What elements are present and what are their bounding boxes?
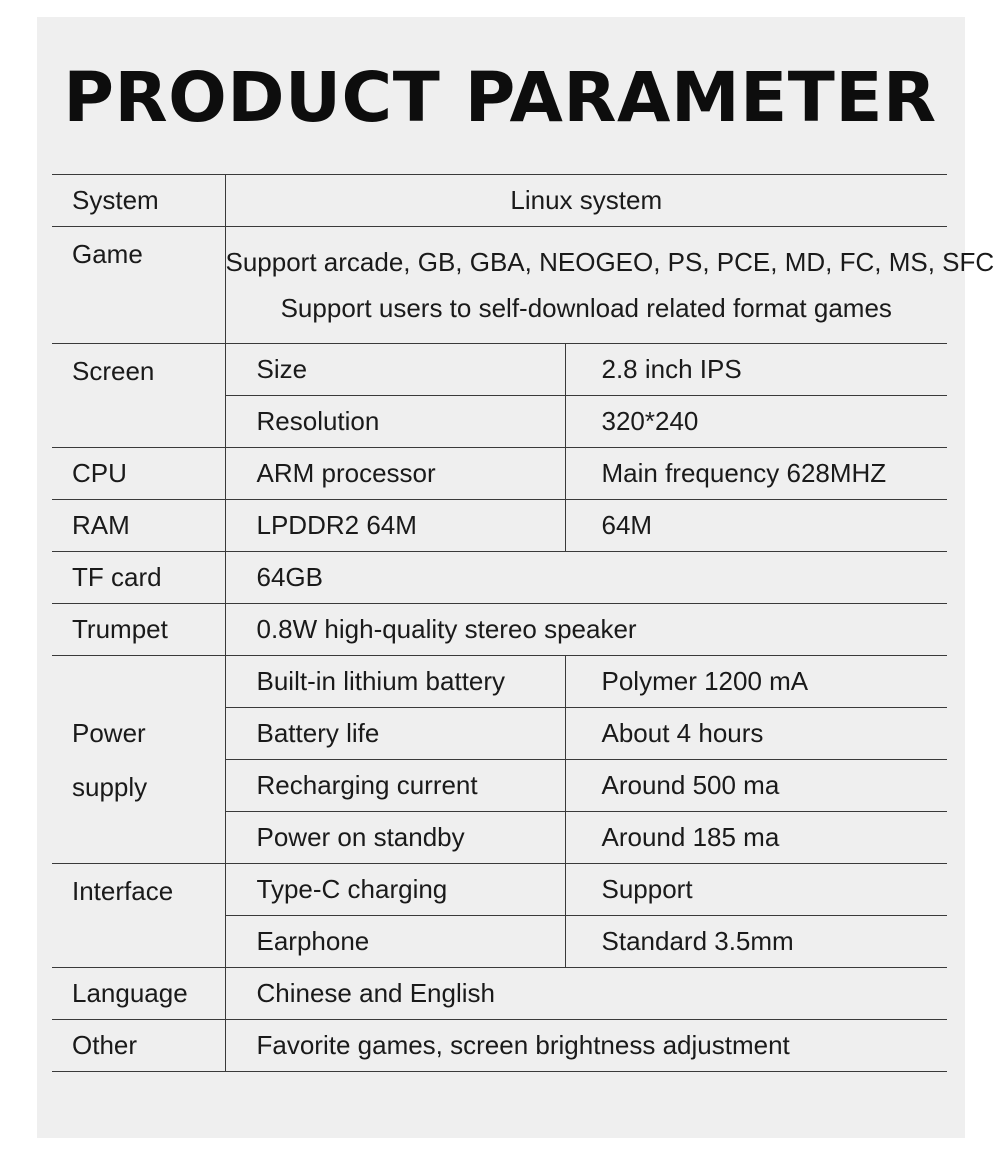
table-row-game — [52, 227, 947, 344]
row-label-game: Game — [52, 227, 225, 344]
recharging-current-key: Recharging current — [225, 760, 565, 812]
row-label-ram: RAM — [52, 500, 225, 552]
tf-card-value: 64GB — [225, 552, 947, 604]
earphone-value: Standard 3.5mm — [565, 916, 947, 968]
table-row-other — [52, 1020, 947, 1072]
ram-value: 64M — [565, 500, 947, 552]
screen-resolution-key: Resolution — [225, 396, 565, 448]
row-label-screen: Screen — [52, 344, 225, 448]
earphone-key: Earphone — [225, 916, 565, 968]
battery-key: Built-in lithium battery — [225, 656, 565, 708]
screen-resolution-value: 320*240 — [565, 396, 947, 448]
battery-life-key: Battery life — [225, 708, 565, 760]
language-value: Chinese and English — [225, 968, 947, 1020]
typec-value: Support — [565, 864, 947, 916]
trumpet-value: 0.8W high-quality stereo speaker — [225, 604, 947, 656]
row-label-cpu: CPU — [52, 448, 225, 500]
recharging-current-value: Around 500 ma — [565, 760, 947, 812]
table-row-trumpet — [52, 604, 947, 656]
table-row-language — [52, 968, 947, 1020]
row-label-language: Language — [52, 968, 225, 1020]
power-label-line2: supply — [72, 771, 148, 802]
value-system: Linux system — [225, 175, 947, 227]
row-label-power-supply — [52, 656, 225, 864]
standby-value: Around 185 ma — [565, 812, 947, 864]
row-label-trumpet: Trumpet — [52, 604, 225, 656]
game-support-line: Support arcade, GB, GBA, NEOGEO, PS, PCE, MD, FC, MS, SFC — [225, 247, 995, 277]
cpu-key: ARM processor — [225, 448, 565, 500]
typec-key: Type-C charging — [225, 864, 565, 916]
ram-key: LPDDR2 64M — [225, 500, 565, 552]
row-label-system: System — [52, 175, 225, 227]
game-download-line: Support users to self-download related format games — [280, 293, 892, 323]
table-row-screen-size — [52, 344, 947, 396]
table-row-interface-typec — [52, 864, 947, 916]
other-value: Favorite games, screen brightness adjustment — [225, 1020, 947, 1072]
parameter-table — [52, 174, 995, 1072]
table-row-power-battery — [52, 656, 947, 708]
battery-life-value: About 4 hours — [565, 708, 947, 760]
table-row-tf-card — [52, 552, 947, 604]
screen-size-value: 2.8 inch IPS — [565, 344, 947, 396]
table-row-cpu — [52, 448, 947, 500]
cpu-value: Main frequency 628MHZ — [565, 448, 947, 500]
power-label-line1: Power — [72, 717, 146, 748]
screen-size-key: Size — [225, 344, 565, 396]
row-label-other: Other — [52, 1020, 225, 1072]
row-label-interface: Interface — [52, 864, 225, 968]
table-row-system — [52, 175, 947, 227]
table-row-ram — [52, 500, 947, 552]
battery-value: Polymer 1200 mA — [565, 656, 947, 708]
value-game — [225, 227, 995, 344]
page-title: PRODUCT PARAMETER — [63, 58, 937, 138]
standby-key: Power on standby — [225, 812, 565, 864]
row-label-tf-card: TF card — [52, 552, 225, 604]
